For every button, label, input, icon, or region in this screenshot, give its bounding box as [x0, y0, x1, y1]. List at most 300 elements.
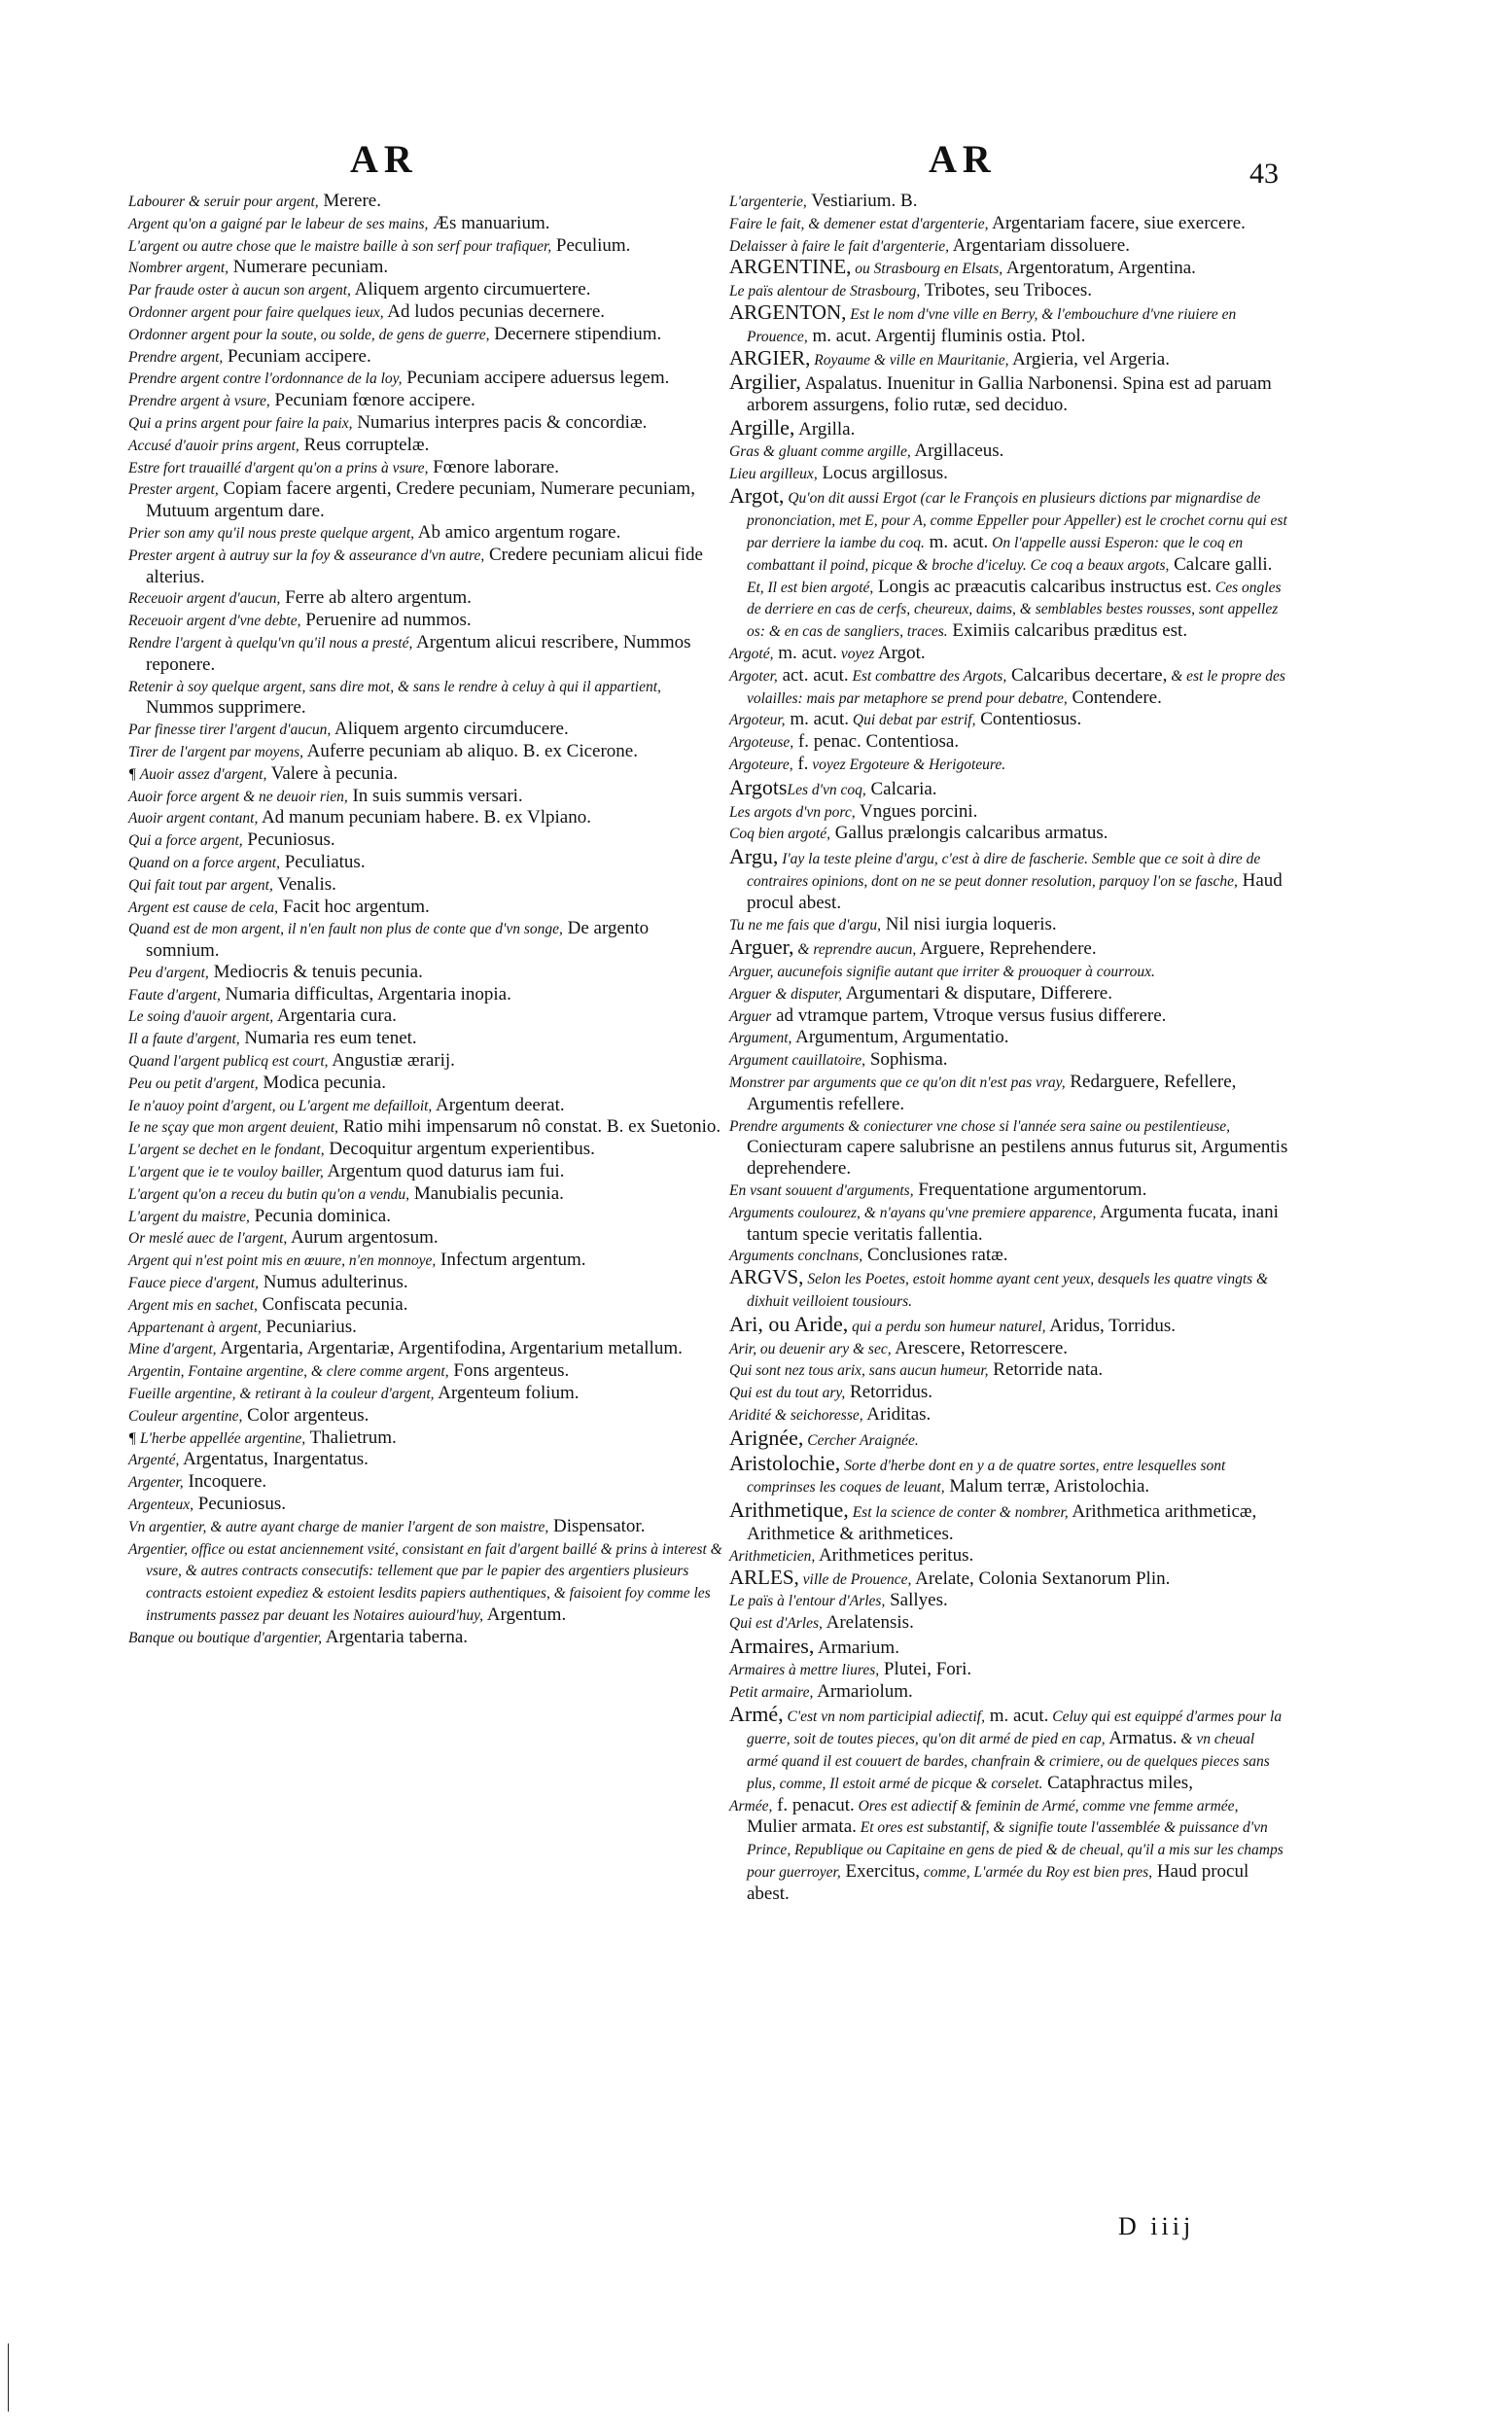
latin-gloss: Numus adulterinus. — [259, 1272, 408, 1293]
latin-gloss: Vestiarium. B. — [806, 191, 918, 211]
latin-gloss: Numaria res eum tenet. — [239, 1028, 417, 1049]
french-text: & est le propre des volailles: mais par metaphore se prend pour debatre, — [747, 667, 1285, 707]
french-text: ou Strasbourg en Elsats, — [851, 261, 1003, 278]
latin-gloss: Cataphractus miles, — [1042, 1772, 1193, 1793]
dictionary-entry — [128, 786, 723, 808]
latin-gloss: Arescere, Retorrescere. — [891, 1337, 1069, 1358]
french-text: qui a perdu son humeur naturel, — [848, 1318, 1046, 1335]
french-text: Appartenant à argent, — [128, 1319, 262, 1336]
left-column — [128, 191, 723, 1649]
french-text: Argenté, — [128, 1452, 180, 1469]
french-text: Ores est adiectif & feminin de Armé, comme vne femme armée, — [854, 1797, 1239, 1814]
latin-gloss: Peculiatus. — [279, 851, 366, 872]
dictionary-entry — [128, 1161, 723, 1183]
dictionary-entry — [729, 731, 1288, 754]
french-text: Selon les Poetes, estoit homme ayant cent yeux, desquels les quatre vingts & dixhuit veilloient tousiours. — [747, 1271, 1269, 1311]
latin-gloss: Arelatensis. — [822, 1612, 914, 1634]
latin-gloss: Redarguere, Refellere, Argumentis refellere. — [747, 1072, 1237, 1114]
dictionary-entry — [128, 1095, 723, 1117]
latin-gloss: Calcaria. — [865, 778, 937, 799]
french-text: L'argenterie, — [729, 194, 807, 210]
french-text: Argenteux, — [128, 1497, 193, 1514]
french-text: Est combattre des Argots, — [848, 667, 1007, 685]
headword: ARGIER, — [729, 345, 811, 370]
french-text: Auoir force argent & ne deuoir rien, — [128, 788, 348, 805]
french-text: Arguments coulourez, & n'ayans qu'vne premiere apparence, — [729, 1204, 1097, 1221]
french-text: Argent qui n'est point mis en œuure, n'en monnoye, — [128, 1252, 437, 1270]
dictionary-entry — [128, 324, 723, 346]
french-text: Armée, — [729, 1797, 773, 1814]
latin-gloss: Arelate, Colonia Sextanorum Plin. — [911, 1568, 1171, 1589]
french-text: L'argent du maistre, — [128, 1208, 250, 1225]
french-text: Le soing d'auoir argent, — [128, 1008, 274, 1026]
latin-gloss: Sallyes. — [885, 1590, 948, 1611]
latin-gloss: Aliquem argento circumuertere. — [350, 279, 591, 300]
french-text: ville de Prouence, — [798, 1570, 912, 1588]
french-text: Argentin, Fontaine argentine, & clere comme argent, — [128, 1363, 449, 1381]
latin-gloss: Angustiæ ærarij. — [328, 1050, 455, 1072]
french-text: Receuoir argent d'aucun, — [128, 590, 281, 608]
latin-gloss: Facit hoc argentum. — [277, 896, 430, 917]
french-text: Arguments conclnans, — [729, 1248, 863, 1265]
latin-gloss: Contendere. — [1067, 687, 1162, 708]
french-text: Faute d'argent, — [128, 986, 221, 1004]
french-text: C'est vn nom participial adiectif, — [783, 1709, 985, 1726]
french-text: Rendre l'argent à quelqu'vn qu'il nous a presté, — [128, 634, 413, 652]
french-text: Argoté, — [729, 645, 774, 662]
french-text: Argument cauillatoire, — [729, 1052, 866, 1070]
latin-gloss: In suis summis versari. — [347, 785, 523, 806]
french-text: Et, Il est bien argoté, — [747, 579, 874, 596]
french-text: Ordonner argent pour la soute, ou solde, de gens de guerre, — [128, 326, 490, 343]
dictionary-entry — [729, 1498, 1288, 1545]
headword: Arithmetique, — [729, 1497, 849, 1523]
french-text: & reprendre aucun, — [793, 941, 917, 959]
latin-gloss: Argentaria cura. — [273, 1005, 397, 1027]
latin-gloss: Pecuniosus. — [193, 1494, 286, 1515]
french-text: voyez Ergoteure & Herigoteure. — [808, 756, 1006, 773]
french-text: Prester argent à autruy sur la foy & asseurance d'vn autre, — [128, 546, 485, 564]
headword: Argilier, — [729, 370, 801, 395]
latin-gloss: m. acut. — [984, 1706, 1049, 1727]
dictionary-entry — [729, 1795, 1288, 1905]
dictionary-entry — [729, 665, 1288, 710]
latin-gloss: Argumenta fucata, inani tantum specie veritatis fallentia. — [747, 1201, 1279, 1245]
french-text: Est la science de conter & nombrer, — [848, 1504, 1069, 1522]
french-text: Monstrer par arguments que ce qu'on dit n'est pas vray, — [729, 1075, 1066, 1092]
french-text: Gras & gluant comme argille, — [729, 442, 911, 460]
latin-gloss: Æs manuarium. — [428, 212, 550, 233]
latin-gloss: Vngues porcini. — [855, 800, 978, 822]
dictionary-entry — [128, 807, 723, 829]
running-header-left: AR — [350, 137, 418, 181]
french-text: Prier son amy qu'il nous preste quelque argent, — [128, 524, 415, 542]
latin-gloss: Pecuniam accipere aduersus legem. — [402, 368, 670, 389]
dictionary-entry — [128, 1028, 723, 1050]
dictionary-entry — [128, 763, 723, 786]
latin-gloss: Thalietrum. — [305, 1427, 397, 1448]
latin-gloss: Argentariam dissoluere. — [949, 234, 1130, 256]
dictionary-entry — [729, 801, 1288, 824]
latin-gloss: Pecuniam fœnore accipere. — [269, 390, 475, 411]
french-text: Ordonner argent pour faire quelques ieux, — [128, 303, 384, 321]
french-text: Qui sont nez tous arix, sans aucun humeur, — [729, 1362, 989, 1380]
dictionary-entry — [729, 776, 1288, 801]
latin-gloss: Ab amico argentum rogare. — [414, 521, 621, 543]
dictionary-entry — [128, 741, 723, 763]
latin-gloss: Ratio mihi impensarum nô constat. B. ex Suetonio. — [337, 1116, 721, 1138]
latin-gloss: Pecunia dominica. — [249, 1205, 391, 1226]
dictionary-entry — [729, 416, 1288, 440]
dictionary-entry — [128, 545, 723, 588]
latin-gloss: Peruenire ad nummos. — [300, 610, 472, 631]
dictionary-entry — [128, 1294, 723, 1317]
dictionary-entry — [128, 1538, 723, 1627]
dictionary-entry — [128, 1073, 723, 1095]
headword: ARGENTINE, — [729, 255, 852, 279]
dictionary-entry — [128, 984, 723, 1006]
dictionary-entry — [128, 610, 723, 632]
dictionary-entry — [729, 345, 1288, 371]
headword: Aristolochie, — [729, 1450, 841, 1475]
french-text: Arithmeticien, — [729, 1547, 816, 1565]
dictionary-entry — [128, 522, 723, 545]
french-text: Estre fort trauaillé d'argent qu'on a prins à vsure, — [128, 459, 429, 476]
latin-gloss: Modica pecunia. — [258, 1072, 386, 1093]
dictionary-entry — [729, 1267, 1288, 1313]
latin-gloss: Locus argillosus. — [817, 462, 948, 483]
french-text: Par finesse tirer l'argent d'aucun, — [128, 722, 332, 739]
dictionary-entry — [128, 1116, 723, 1139]
dictionary-entry — [128, 257, 723, 279]
latin-gloss: Aspalatus. Inuenitur in Gallia Narbonensi. Spina est ad paruam arborem assurgens, folio rutæ, sed deciduo. — [747, 373, 1272, 416]
latin-gloss: Argentatus, Inargentatus. — [179, 1449, 369, 1470]
dictionary-entry — [128, 1050, 723, 1073]
french-text: En vsant souuent d'arguments, — [729, 1182, 914, 1200]
signature-mark: D iiij — [1118, 2212, 1195, 2240]
latin-gloss: Eximiis calcaribus præditus est. — [947, 620, 1188, 642]
dictionary-entry — [729, 1635, 1288, 1659]
dictionary-entry — [128, 829, 723, 852]
dictionary-entry — [729, 961, 1288, 983]
french-text: Peu ou petit d'argent, — [128, 1075, 259, 1092]
dictionary-entry — [729, 1452, 1288, 1499]
dictionary-entry — [128, 346, 723, 369]
latin-gloss: Numarius interpres pacis & concordiæ. — [352, 411, 648, 433]
latin-gloss: Retorride nata. — [988, 1359, 1104, 1381]
dictionary-entry — [128, 1449, 723, 1471]
latin-gloss: Argenteum folium. — [434, 1383, 580, 1404]
latin-gloss: Contentiosus. — [975, 709, 1082, 730]
french-text: Quand on a force argent, — [128, 854, 280, 871]
dictionary-entry — [729, 1049, 1288, 1072]
french-text: Tirer de l'argent par moyens, — [128, 743, 303, 760]
dictionary-entry — [729, 1338, 1288, 1360]
dictionary-entry — [729, 1359, 1288, 1382]
french-text: Cercher Araignée. — [803, 1431, 919, 1449]
latin-gloss: Argentoratum, Argentina. — [1002, 258, 1196, 279]
headword: ARGVS, — [729, 1265, 804, 1289]
latin-gloss: Peculium. — [551, 234, 631, 256]
dictionary-entry — [128, 1360, 723, 1383]
dictionary-entry — [729, 1565, 1288, 1591]
french-text: Les — [787, 781, 809, 798]
french-text: Qui est du tout ary, — [729, 1385, 846, 1402]
french-text: Peu d'argent, — [128, 964, 209, 981]
french-text: Ces ongles de derriere en cas de cerfs, cheureux, daims, & semblables bestes rousses, sont appellez os: & en cas de sangliers, traces. — [747, 579, 1282, 641]
dictionary-entry — [128, 1250, 723, 1272]
french-text: Qui debat par estrif, — [849, 712, 976, 729]
french-text: Fauce piece d'argent, — [128, 1275, 260, 1292]
latin-gloss: Longis ac præacutis calcaribus instructus est. — [873, 576, 1213, 597]
latin-gloss: Pecuniosus. — [242, 829, 335, 851]
french-text: ¶ Auoir assez d'argent, — [128, 765, 267, 783]
french-text: Argoteuse, — [729, 734, 794, 752]
french-text: Aridité & seichoresse, — [729, 1407, 863, 1425]
french-text: Il a faute d'argent, — [128, 1031, 240, 1048]
french-text: Le païs alentour de Strasbourg, — [729, 283, 921, 300]
latin-gloss: Decernere stipendium. — [489, 323, 662, 344]
dictionary-entry — [128, 1627, 723, 1649]
french-text: On l'appelle aussi Esperon: que le coq en combattant il poind, picque & broche d'iceluy. Ce coq a beaux argots, — [747, 534, 1244, 574]
french-text: Argoteure, — [729, 756, 793, 773]
french-text: d'vn coq, — [808, 781, 866, 798]
french-text: Prendre arguments & coniecturer vne chose si l'année sera saine ou pestilentieuse, — [729, 1117, 1230, 1135]
dictionary-entry — [729, 1659, 1288, 1681]
french-text: voyez — [836, 645, 875, 662]
dictionary-entry — [128, 435, 723, 457]
french-text: Argoteur, — [729, 712, 786, 729]
french-text: Les argots d'vn porc, — [729, 803, 856, 821]
dictionary-entry — [128, 852, 723, 874]
latin-gloss: f. penac. — [793, 731, 861, 753]
dictionary-entry — [729, 463, 1288, 485]
dictionary-entry — [729, 1382, 1288, 1404]
headword: Argots — [729, 774, 788, 799]
latin-gloss: Credere pecuniam alicui fide alterius. — [146, 544, 703, 587]
french-text: L'argent que ie te vouloy bailler, — [128, 1164, 324, 1181]
dictionary-entry — [729, 914, 1288, 936]
latin-gloss: Mulier armata. — [747, 1816, 857, 1838]
french-text: Qu'on dit aussi Ergot (car le François en plusieurs dictions par mignardise de prononciation, met E, pour A, comme Eppeller pour Appeller) est le crochet cornu qui est par derriere la iambe du coq. — [747, 490, 1287, 551]
dictionary-entry — [729, 1427, 1288, 1452]
dictionary-entry — [729, 235, 1288, 258]
dictionary-entry — [729, 845, 1288, 913]
french-text: Prendre argent à vsure, — [128, 393, 270, 410]
dictionary-entry — [729, 643, 1288, 665]
latin-gloss: Armarium. — [814, 1638, 899, 1658]
latin-gloss: Pecuniam accipere. — [223, 345, 371, 367]
latin-gloss: Arguere, Reprehendere. — [916, 938, 1097, 960]
latin-gloss: Retorridus. — [845, 1382, 932, 1403]
latin-gloss: Frequentatione argumentorum. — [913, 1180, 1147, 1201]
dictionary-entry — [128, 301, 723, 324]
headword: Armé, — [729, 1702, 784, 1727]
latin-gloss: Copiam facere argenti, Credere pecuniam, Numerare pecuniam, Mutuum argentum dare. — [146, 478, 695, 522]
latin-gloss: De argento somnium. — [146, 918, 650, 962]
latin-gloss: Argillaceus. — [910, 440, 1004, 461]
dictionary-entry — [128, 191, 723, 213]
french-text: Nombrer argent, — [128, 260, 229, 277]
french-text: Argent qu'on a gaigné par le labeur de ses mains, — [128, 215, 429, 232]
dictionary-entry — [128, 279, 723, 301]
french-text: Royaume & ville en Mauritanie, — [810, 351, 1009, 369]
french-text: Argentier, office ou estat anciennement vsité, consistant en fait d'argent baillé & prins à interest & vsure, & autres contracts consecutifs: tellement que par le papier des argentiers plusieurs contracts estoient expediez & estoient lesdits papiers authentiques, & faisoient foy comme les instruments passez par deuant les Notaires auiourd'huy, — [128, 1540, 722, 1624]
french-text: Par fraude oster à aucun son argent, — [128, 282, 351, 299]
dictionary-entry — [128, 1227, 723, 1250]
french-text: Et ores est substantif, & signifie toute l'assemblée & puissance d'vn Prince, Republique ou Capitaine en gens de pied & de cheual, qu'il a mis sur les champs pour guerroyer, — [747, 1819, 1283, 1881]
latin-gloss: Armatus. — [1105, 1728, 1178, 1749]
dictionary-entry — [729, 191, 1288, 213]
headword: Argu, — [729, 844, 779, 869]
latin-gloss: Argentum quod daturus iam fui. — [323, 1161, 565, 1182]
dictionary-entry — [128, 213, 723, 235]
dictionary-entry — [729, 823, 1288, 845]
dictionary-entry — [729, 983, 1288, 1005]
headword: Argille, — [729, 414, 795, 440]
dictionary-entry — [128, 1005, 723, 1028]
dictionary-entry — [128, 632, 723, 676]
french-text: Prester argent, — [128, 481, 219, 499]
latin-gloss: Contentiosa. — [861, 731, 960, 753]
french-text: Quand l'argent publicq est court, — [128, 1053, 329, 1071]
dictionary-entry — [128, 1383, 723, 1405]
latin-gloss: Nummos supprimere. — [146, 697, 306, 719]
french-text: Le païs à l'entour d'Arles, — [729, 1593, 886, 1610]
dictionary-entry — [729, 440, 1288, 463]
french-text: Ie n'auoy point d'argent, ou L'argent me defailloit, — [128, 1097, 433, 1114]
latin-gloss: Ariditas. — [862, 1404, 932, 1426]
latin-gloss: Gallus prælongis calcaribus armatus. — [830, 823, 1108, 844]
latin-gloss: Nil nisi iurgia loqueris. — [881, 913, 1057, 934]
dictionary-entry — [729, 1202, 1288, 1246]
page-number: 43 — [1249, 158, 1279, 190]
latin-gloss: Aurum argentosum. — [287, 1227, 439, 1249]
latin-gloss: m. acut. — [924, 531, 989, 552]
dictionary-entry — [128, 1317, 723, 1339]
french-text: Argent mis en sachet, — [128, 1296, 258, 1314]
latin-gloss: Haud procul abest. — [747, 1860, 1249, 1904]
french-text: Sorte d'herbe dont en y a de quatre sortes, entre lesquelles sont comprinses les coques de leuant, — [747, 1457, 1226, 1497]
dictionary-entry — [128, 719, 723, 741]
latin-gloss: Fœnore laborare. — [428, 456, 559, 477]
latin-gloss: Mediocris & tenuis pecunia. — [208, 961, 423, 982]
latin-gloss: Argentaria, Argentariæ, Argentifodina, Argentarium metallum. — [216, 1338, 683, 1359]
latin-gloss: Calcaribus decertare, — [1006, 664, 1168, 686]
french-text: & vn cheual armé quand il est couuert de bardes, chanfrain & crimiere, ou de quelques pieces sans plus, comme, Il estoit armé de picque & corselet. — [747, 1731, 1270, 1792]
latin-gloss: Infectum argentum. — [436, 1250, 586, 1271]
latin-gloss: Argot. — [874, 642, 926, 663]
french-text: Qui a force argent, — [128, 832, 243, 850]
latin-gloss: Coniecturam capere salubrisne an pestilens annus futurus sit, Argumentis deprehendere. — [747, 1137, 1288, 1180]
french-text: L'argent qu'on a receu du butin qu'on a vendu, — [128, 1185, 410, 1203]
french-text: Delaisser à faire le fait d'argenterie, — [729, 237, 950, 255]
latin-gloss: Dispensator. — [548, 1515, 646, 1536]
latin-gloss: Incoquere. — [183, 1471, 267, 1493]
dictionary-entry — [128, 1272, 723, 1294]
french-text: Arir, ou deuenir ary & sec, — [729, 1340, 892, 1357]
latin-gloss: Arithmetica arithmeticæ, Arithmetice & arithmetices. — [747, 1501, 1257, 1545]
french-text: Banque ou boutique d'argentier, — [128, 1629, 323, 1646]
dictionary-entry — [729, 1115, 1288, 1180]
latin-gloss: Argumentari & disputare, Differere. — [842, 982, 1112, 1004]
latin-gloss: Reus corruptelæ. — [299, 434, 430, 455]
headword: ARGENTON, — [729, 299, 847, 324]
french-text: Celuy qui est equippé d'armes pour la guerre, soit de toutes pieces, qu'on dit armé de pied en cap, — [747, 1709, 1283, 1748]
latin-gloss: Confiscata pecunia. — [257, 1293, 408, 1315]
dictionary-entry — [729, 257, 1288, 280]
margin-mark — [8, 2343, 9, 2412]
dictionary-entry — [128, 368, 723, 390]
french-text: Argent est cause de cela, — [128, 898, 278, 916]
french-text: Auoir argent contant, — [128, 810, 259, 828]
french-text: ¶ L'herbe appellée argentine, — [128, 1429, 306, 1447]
french-text: Fueille argentine, & retirant à la couleur d'argent, — [128, 1386, 435, 1403]
latin-gloss: Argentum deerat. — [432, 1094, 565, 1115]
french-text: Accusé d'auoir prins argent, — [128, 437, 299, 454]
french-text: Qui a prins argent pour faire la paix, — [128, 414, 353, 432]
french-text: Argument, — [729, 1030, 792, 1047]
french-text: comme, L'armée du Roy est bien pres, — [920, 1863, 1153, 1881]
dictionary-entry — [128, 897, 723, 919]
headword: Ari, ou Aride, — [729, 1311, 849, 1336]
french-text: Est le nom d'vne ville en Berry, & l'embouchure d'vne riuiere en Prouence, — [747, 305, 1237, 345]
latin-gloss: Arithmetices peritus. — [815, 1544, 974, 1566]
latin-gloss: Ad ludos pecunias decernere. — [383, 300, 605, 322]
dictionary-entry — [729, 370, 1288, 416]
french-text: Lieu argilleux, — [729, 465, 818, 482]
latin-gloss: Argentariam facere, siue exercere. — [988, 212, 1246, 233]
latin-gloss: Argentij fluminis ostia. Ptol. — [871, 325, 1086, 346]
dictionary-entry — [128, 676, 723, 720]
dictionary-entry — [128, 1494, 723, 1516]
latin-gloss: ad vtramque partem, Vtroque versus fusius differere. — [771, 1004, 1167, 1026]
latin-gloss: Armariolum. — [813, 1680, 913, 1702]
french-text: Argenter, — [128, 1474, 184, 1492]
dictionary-entry — [128, 390, 723, 412]
latin-gloss: Merere. — [318, 191, 381, 211]
latin-gloss: Argentaria taberna. — [322, 1626, 469, 1647]
french-text: I'ay la teste pleine d'argu, c'est à dire de fascherie. Semble que ce soit à dire de contraires opinions, dont on ne se peut donner resolution, parquoy l'on se fasche, — [747, 851, 1261, 890]
french-text: Mine d'argent, — [128, 1341, 217, 1358]
french-text: Or meslé auec de l'argent, — [128, 1230, 288, 1248]
latin-gloss: Tribotes, seu Triboces. — [920, 280, 1093, 301]
latin-gloss: Argieria, vel Argeria. — [1008, 348, 1170, 370]
latin-gloss: Venalis. — [272, 873, 336, 895]
latin-gloss: Valere à pecunia. — [266, 762, 399, 784]
french-text: Prendre argent, — [128, 348, 224, 366]
dictionary-entry — [729, 935, 1288, 961]
latin-gloss: m. acut. — [807, 325, 872, 346]
dictionary-entry — [128, 918, 723, 962]
dictionary-entry — [729, 299, 1288, 348]
latin-gloss: Sophisma. — [865, 1049, 948, 1071]
dictionary-entry — [128, 874, 723, 897]
french-text: L'argent se dechet en le fondant, — [128, 1142, 325, 1159]
dictionary-entry — [128, 1516, 723, 1538]
latin-gloss: Calcare galli. — [1169, 553, 1273, 575]
dictionary-entry — [729, 280, 1288, 302]
latin-gloss: Color argenteus. — [242, 1404, 369, 1426]
running-header-right: AR — [929, 137, 997, 181]
french-text: Arguer, aucunefois signifie autant que irriter & prouoquer à courroux. — [729, 964, 1155, 981]
dictionary-entry — [128, 1206, 723, 1228]
dictionary-entry — [729, 1612, 1288, 1635]
latin-gloss: Ad manum pecuniam habere. B. ex Vlpiano. — [258, 807, 591, 828]
latin-gloss: f. — [792, 753, 809, 774]
latin-gloss: Fons argenteus. — [448, 1360, 570, 1382]
dictionary-entry — [128, 478, 723, 522]
